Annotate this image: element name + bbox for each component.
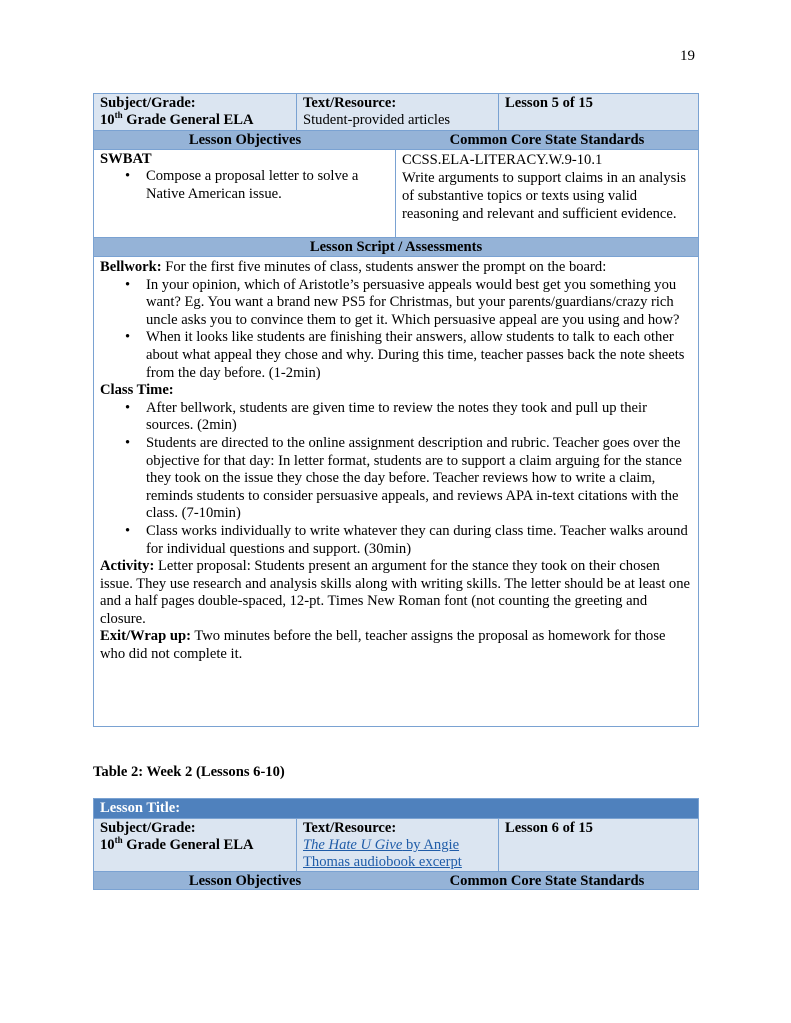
subject-grade-value: 10th Grade General ELA (100, 110, 254, 128)
standard-text: Write arguments to support claims in an analysis of substantive topics or texts using valid reasoning and relevant and sufficient evidence. (402, 170, 687, 222)
subject-grade-value: 10th Grade General ELA (100, 835, 254, 853)
page-number: 19 (680, 48, 695, 64)
text-resource-cell (297, 819, 499, 871)
exit-paragraph: Exit/Wrap up: Two minutes before the bell, teacher assigns the proposal as homework for those who did not complete it. (100, 628, 666, 663)
bellwork-item: • In your opinion, which of Aristotle’s persuasive appeals would best get you something you want? Eg. You want a brand new PS5 for Christmas, but your parents/guardians/crazy rich uncle asks you to convince them to get it. Which persuasive appeal are you using and how? (146, 277, 692, 330)
subject-grade-cell (94, 819, 297, 871)
objectives-header: Lesson Objectives (188, 132, 302, 148)
text-resource-value: Student-provided articles (303, 112, 451, 128)
subject-grade-label: Subject/Grade: (100, 820, 196, 836)
table-caption: Table 2: Week 2 (Lessons 6-10) (93, 764, 285, 780)
objectives-header: Lesson Objectives (188, 873, 302, 889)
bellwork-list (100, 277, 692, 383)
text-resource-cell (297, 94, 499, 130)
objectives-header-row (94, 871, 698, 889)
objectives-cell (94, 150, 396, 237)
objectives-header-row (94, 130, 698, 149)
lesson-number: Lesson 5 of 15 (505, 95, 593, 111)
standards-cell (396, 150, 698, 237)
lesson-title-row (94, 799, 698, 818)
script-row (94, 256, 698, 726)
lesson-6-table (93, 798, 699, 890)
classtime-list (100, 400, 692, 558)
objectives-list (100, 168, 389, 203)
subject-grade-cell (94, 94, 297, 130)
bellwork-paragraph: Bellwork: For the first five minutes of class, students answer the prompt on the board: (100, 259, 607, 275)
script-header-row (94, 237, 698, 256)
subject-grade-label: Subject/Grade: (100, 95, 196, 111)
classtime-label: Class Time: (100, 382, 174, 399)
activity-paragraph: Activity: Letter proposal: Students present an argument for the stance they took on their chosen issue. They use research and analysis skills along with writing skills. The letter should be at least one and a half pages double-spaced, 12-pt. Times New Roman font (not counting the greeting and closure. (100, 558, 690, 627)
header-row (94, 94, 698, 130)
standards-header: Common Core State Standards (449, 132, 645, 148)
classtime-item: • Students are directed to the online assignment description and rubric. Teacher goes over the objective for that day: In letter format, students are to support a claim arguing for the stance they took on the issue they chose the day before. Teacher reviews how to write a claim, reminds students to consider persuasive appeals, and reviews APA in-text citations with the class. (7-10min) (146, 435, 692, 523)
bellwork-item: • When it looks like students are finishing their answers, allow students to talk to each other about what appeal they chose and why. During this time, teacher passes back the note sheets from the day before. (1-2min) (146, 329, 692, 382)
script-cell (94, 257, 698, 726)
objective-item: • Compose a proposal letter to solve a Native American issue. (146, 168, 389, 203)
header-row (94, 818, 698, 871)
text-resource-label: Text/Resource: (303, 820, 397, 836)
classtime-item: • Class works individually to write whatever they can during class time. Teacher walks around for individual questions and support. (30min) (146, 523, 692, 558)
lesson-5-table (93, 93, 699, 727)
objectives-row (94, 149, 698, 237)
script-header: Lesson Script / Assessments (309, 239, 483, 255)
book-link[interactable]: The Hate U Give by Angie Thomas audiobook excerpt (303, 837, 462, 870)
standards-header: Common Core State Standards (449, 873, 645, 889)
classtime-item: • After bellwork, students are given time to review the notes they took and pull up their sources. (2min) (146, 400, 692, 435)
standard-code: CCSS.ELA-LITERACY.W.9-10.1 (402, 152, 603, 168)
text-resource-label: Text/Resource: (303, 95, 397, 111)
lesson-title-label: Lesson Title: (100, 800, 181, 816)
swbat-label: SWBAT (100, 151, 152, 167)
lesson-number: Lesson 6 of 15 (505, 820, 593, 836)
